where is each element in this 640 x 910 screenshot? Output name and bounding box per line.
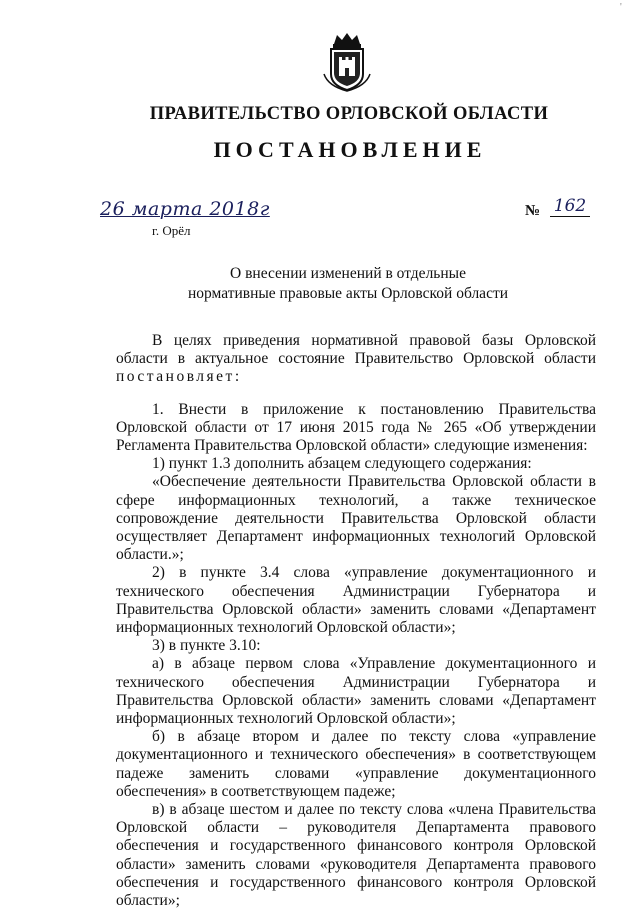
document-body — [116, 332, 596, 910]
item-1-1: 1) пункт 1.3 дополнить абзацем следующего содержания: — [152, 455, 532, 473]
document-subject — [0, 264, 640, 304]
item-1-3: 3) в пункте 3.10: — [152, 637, 261, 655]
item-1-3-a: а) в абзаце первом слова «Управление документационного и технического обеспечения Администрации Губернатора и Правительства Орловской области» заменить словами «Департамент информационных технологий Орловской области»; — [116, 655, 596, 728]
preamble-paragraph — [116, 332, 596, 387]
document-date: 26 марта 2018г — [100, 198, 270, 220]
preamble-text: В целях приведения нормативной правовой базы Орловской области в актуальное состояние Правительство Орловской области — [116, 332, 596, 368]
document-number-label: № — [525, 203, 541, 219]
item-1-3-v: в) в абзаце шестом и далее по тексту слова «члена Правительства Орловской области – руководителя Департамента правового обеспечения и государственного финансового контроля Орловской области» заменить словами «руководителя Департамента правового обеспечения и государственного финансового контроля Орловской области»; — [116, 801, 596, 910]
subject-line-1: О внесении изменений в отдельные — [230, 265, 466, 282]
item-1-3-b: б) в абзаце втором и далее по тексту слова «управление документационного и технического обеспечения» в соответствующем падеже заменить словами «управление документационного обеспечения» в соответствующем падеже; — [116, 728, 596, 800]
document-type-title: ПОСТАНОВЛЕНИЕ — [213, 137, 487, 162]
preamble-decree-word: постановляет: — [116, 368, 242, 386]
item-1: 1. Внести в приложение к постановлению Правительства Орловской области от 17 июня 2015 года № 265 «Об утверждении Регламента Правительства Орловской области» следующие изменения: — [116, 400, 596, 455]
coat-of-arms-icon — [318, 30, 376, 92]
document-number: 162 — [550, 196, 590, 217]
item-1-1-quote: «Обеспечение деятельности Правительства Орловской области в сфере информационных технологий, а также техническое сопровождение деятельности Правительства Орловской области осуществляет Департамент информационных технологий Орловской области.»; — [116, 473, 596, 564]
subject-line-2: нормативные правовые акты Орловской области — [187, 285, 509, 302]
document-place: г. Орёл — [152, 223, 191, 238]
corner-mark: ' — [620, 2, 622, 13]
government-title: ПРАВИТЕЛЬСТВО ОРЛОВСКОЙ ОБЛАСТИ — [149, 104, 549, 124]
item-1-2: 2) в пункте 3.4 слова «управление документационного и технического обеспечения Администрации Губернатора и Правительства Орловской области» заменить словами «Департамент информационных технологий Орловской области»; — [116, 564, 596, 637]
